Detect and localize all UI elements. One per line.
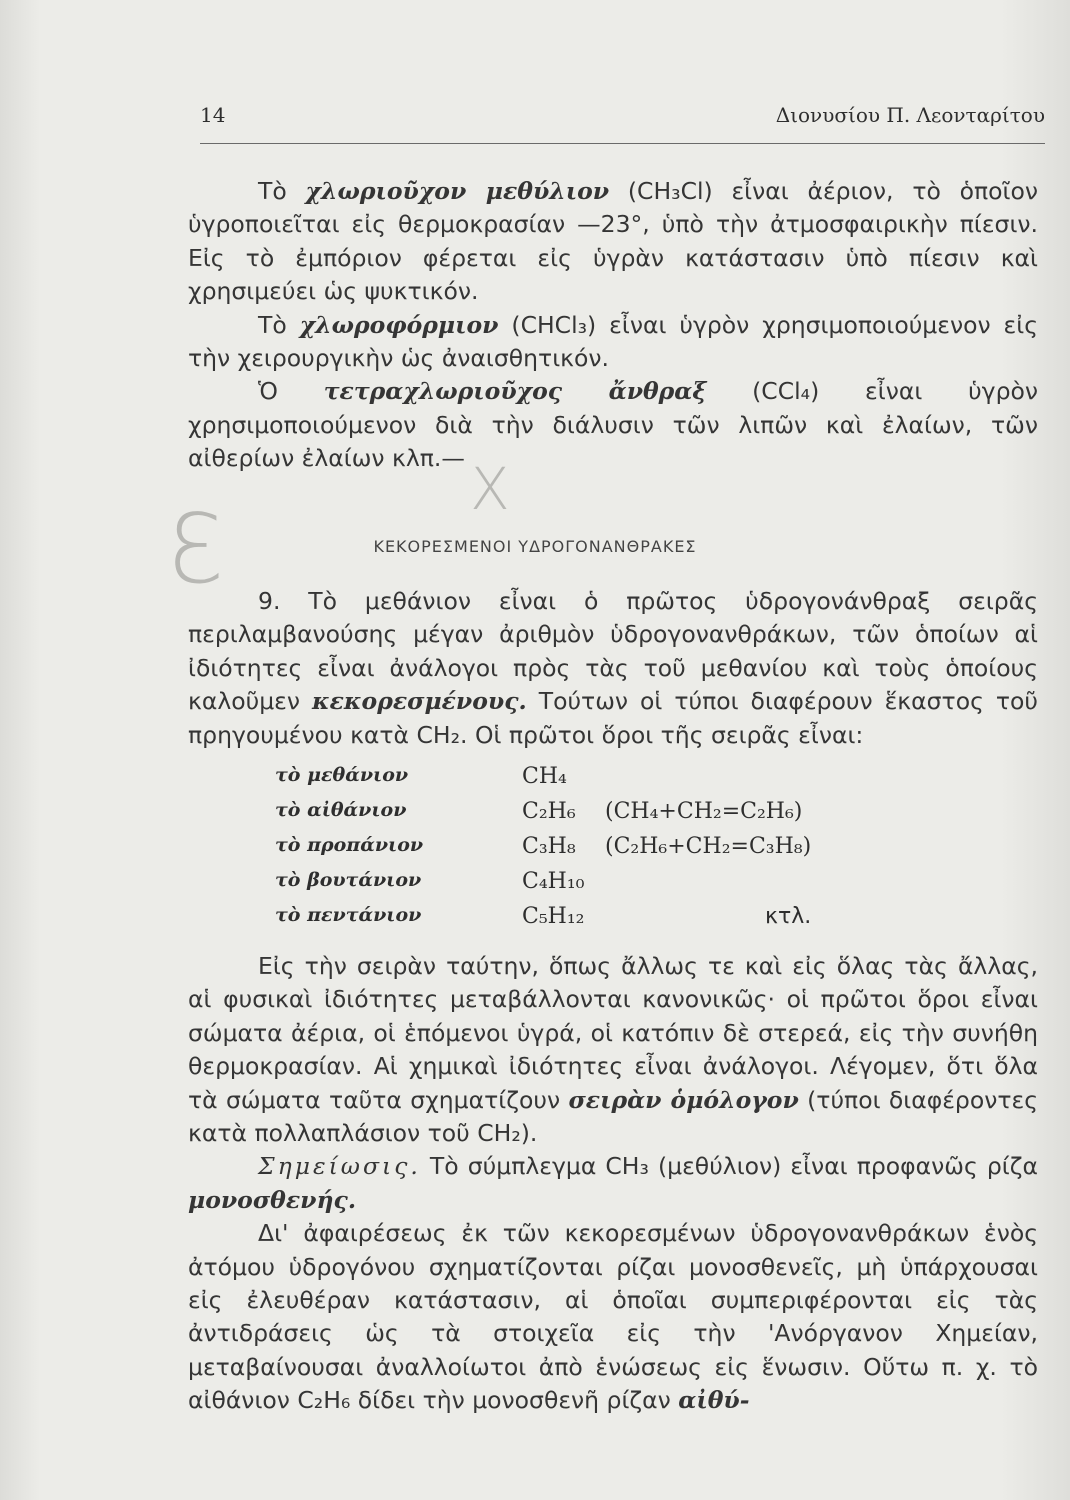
series-row (275, 904, 975, 939)
running-head-author: Διονυσίου Π. Λεονταρίτου (775, 103, 1045, 127)
series-derivation: (CH₄+CH₂=C₂H₆) (605, 799, 803, 824)
series-name: τὸ πεντάνιον (275, 904, 422, 926)
page-number: 14 (200, 103, 226, 127)
series-formula: C₄H₁₀ (522, 869, 585, 894)
body-text-top (188, 175, 1038, 476)
term: χλωροφόρμιον (299, 310, 499, 339)
term: τετραχλωριοῦχος ἄνθραξ (323, 377, 707, 406)
page-header (200, 103, 1045, 137)
series-formula: C₃H₈ (522, 834, 576, 859)
series-row (275, 834, 975, 869)
series-derivation: (C₂H₆+CH₂=C₃H₈) (605, 834, 812, 859)
series-name: τὸ αἰθάνιον (275, 799, 407, 821)
pencil-mark-x: X (470, 455, 510, 523)
series-formula: CH₄ (522, 764, 567, 789)
paragraph-chloroform: Τὸ χλωροφόρμιον (CHCl₃) εἶναι ὑγρὸν χρησιμοποιούμενον εἰς τὴν χειρουργικὴν ὡς ἀναισθητικόν. (188, 310, 1038, 373)
series-formula: C₅H₁₂ (522, 904, 585, 929)
paragraph-carbon-tetrachloride: Ὁ τετραχλωριοῦχος ἄνθραξ (CCl₄) εἶναι ὑγρὸν χρησιμοποιούμενον διὰ τὴν διάλυσιν τῶν λιπῶν καὶ ἐλαίων, τῶν αἰθερίων ἐλαίων κλπ.— (188, 377, 1039, 473)
paragraph-methyl-chloride: Τὸ χλωριοῦχον μεθύλιον (CH₃Cl) εἶναι ἀέριον, τὸ ὁποῖον ὑγροποιεῖται εἰς θερμοκρασίαν —23°, ὑπὸ τὴν ἀτμοσφαιρικὴν πίεσιν. Εἰς τὸ ἐμπόριον φέρεται εἰς ὑγρὰν κατάστασιν ὑπὸ πίεσιν καὶ χρησιμεύει ὡς ψυκτικόν. (188, 177, 1039, 306)
header-rule (200, 143, 1045, 144)
body-text-para9 (188, 585, 1038, 752)
series-name: τὸ βουτάνιον (275, 869, 422, 891)
term: σειρὰν ὁμόλογον (568, 1085, 799, 1114)
series-row (275, 764, 975, 799)
series-name: τὸ προπάνιον (275, 834, 424, 856)
section-heading: ΚΕΚΟΡΕΣΜΕΝΟΙ ΥΔΡΟΓΟΝΑΝΘΡΑΚΕΣ (373, 537, 697, 556)
paragraph-note: Σημείωσις. Τὸ σύμπλεγμα CH₃ (μεθύλιον) εἶναι προφανῶς ρίζα μονοσθενής. (188, 1152, 1038, 1214)
term: κεκορεσμένους. (312, 687, 527, 716)
term: αἰθύ- (678, 1386, 750, 1415)
paragraph-homologous-series: Εἰς τὴν σειρὰν ταύτην, ὅπως ἄλλως τε καὶ εἰς ὅλας τὰς ἄλλας, αἱ φυσικαὶ ἰδιότητες μεταβάλλονται κανονικῶς· οἱ πρῶτοι ὅροι εἶναι σώματα ἀέρια, οἱ ἑπόμενοι ὑγρά, οἱ κατόπιν δὲ στερεά, εἰς τὴν συνήθη θερμοκρασίαν. Αἱ χημικαὶ ἰδιότητες εἶναι ἀνάλογοι. Λέγομεν, ὅτι ὅλα τὰ σώματα ταῦτα σχηματίζουν σειρὰν ὁμόλογον (τύποι διαφέροντες κατὰ πολλαπλάσιον τοῦ CH₂). (188, 952, 1038, 1148)
series-formula: C₂H₆ (522, 799, 576, 824)
series-name: τὸ μεθάνιον (275, 764, 409, 786)
body-text-bottom (188, 950, 1038, 1418)
term: χλωριοῦχον μεθύλιον (305, 177, 610, 205)
pencil-mark-epsilon: Ɛ (168, 495, 224, 605)
alkane-series-list (275, 764, 975, 939)
series-note: κτλ. (765, 904, 812, 929)
note-label: Σημείωσις. (258, 1152, 421, 1181)
series-row (275, 799, 975, 834)
paragraph-radicals: Δι' ἀφαιρέσεως ἐκ τῶν κεκορεσμένων ὑδρογονανθράκων ἑνὸς ἀτόμου ὑδρογόνου σχηματίζονται ρίζαι μονοσθενεῖς, μὴ ὑπάρχουσαι εἰς ἐλευθέραν κατάστασιν, αἱ ὁποῖαι συμπεριφέρονται εἰς τὰς ἀντιδράσεις ὡς τὰ στοιχεῖα εἰς τὴν 'Ανόργανον Χημείαν, μεταβαίνουσαι ἀναλλοίωτοι ἀπὸ ἑνώσεως εἰς ἕνωσιν. Οὕτω π. χ. τὸ αἰθάνιον C₂H₆ δίδει τὴν μονοσθενῆ ρίζαν αἰθύ- (188, 1219, 1038, 1415)
series-row (275, 869, 975, 904)
term: μονοσθενής. (188, 1185, 357, 1214)
paragraph-9: 9. Τὸ μεθάνιον εἶναι ὁ πρῶτος ὑδρογονάνθραξ σειρᾶς περιλαμβανούσης μέγαν ἀριθμὸν ὑδρογονανθράκων, τῶν ὁποίων αἱ ἰδιότητες εἶναι ἀνάλογοι πρὸς τὰς τοῦ μεθανίου καὶ τοὺς ὁποίους καλοῦμεν κεκορεσμένους. Τούτων οἱ τύποι διαφέρουν ἕκαστος τοῦ πρηγουμένου κατὰ CH₂. Οἱ πρῶτοι ὅροι τῆς σειρᾶς εἶναι: (188, 587, 1038, 749)
